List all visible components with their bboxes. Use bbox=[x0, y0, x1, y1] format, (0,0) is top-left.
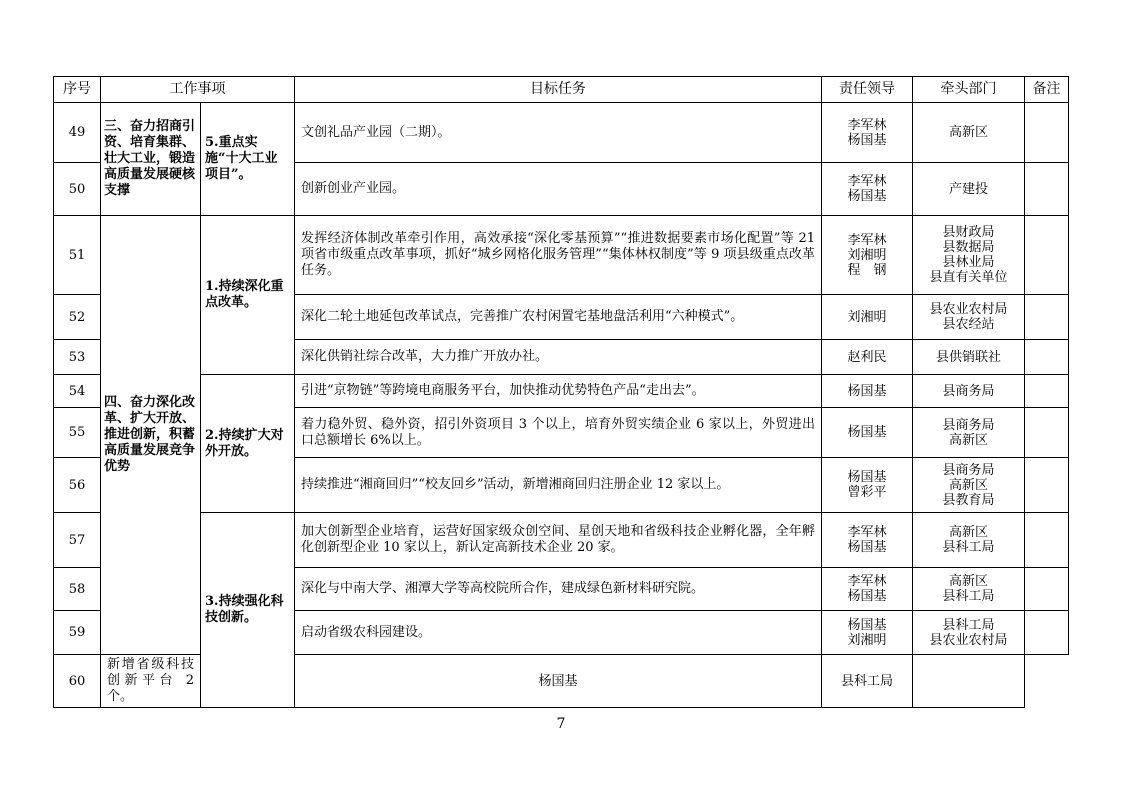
note-cell bbox=[1025, 216, 1069, 295]
dept-cell: 县商务局 高新区 县教育局 bbox=[913, 458, 1025, 513]
note-cell bbox=[1025, 408, 1069, 458]
row-number: 54 bbox=[54, 375, 101, 408]
header-work-item: 工作事项 bbox=[101, 77, 295, 103]
row-number: 51 bbox=[54, 216, 101, 295]
row-number: 58 bbox=[54, 568, 101, 611]
row-number: 50 bbox=[54, 163, 101, 216]
task-cell: 加大创新型企业培育，运营好国家级众创空间、星创天地和省级科技企业孵化器，全年孵化创新型企业 10 家以上，新认定高新技术企业 20 家。 bbox=[295, 513, 822, 568]
leader-cell: 李军林 杨国基 bbox=[822, 103, 913, 163]
leader-cell: 杨国基 bbox=[295, 655, 822, 708]
note-cell bbox=[1025, 103, 1069, 163]
table-row bbox=[54, 103, 1069, 163]
row-number: 55 bbox=[54, 408, 101, 458]
header-dept: 牵头部门 bbox=[913, 77, 1025, 103]
task-cell: 启动省级农科园建设。 bbox=[295, 611, 822, 655]
subitem-cell: 5.重点实施“十大工业项目”。 bbox=[201, 103, 295, 216]
dept-cell: 高新区 bbox=[913, 103, 1025, 163]
row-number: 57 bbox=[54, 513, 101, 568]
dept-cell: 高新区 县科工局 bbox=[913, 568, 1025, 611]
leader-cell: 李军林 杨国基 bbox=[822, 163, 913, 216]
leader-cell: 杨国基 刘湘明 bbox=[822, 611, 913, 655]
category-cell: 三、奋力招商引资、培育集群、壮大工业，锻造高质量发展硬核支撑 bbox=[101, 103, 201, 216]
dept-cell: 县供销联社 bbox=[913, 340, 1025, 375]
subitem-cell: 1.持续深化重点改革。 bbox=[201, 216, 295, 375]
header-note: 备注 bbox=[1025, 77, 1069, 103]
row-number: 53 bbox=[54, 340, 101, 375]
table-header-row bbox=[54, 77, 1069, 103]
task-cell: 新增省级科技创新平台 2 个。 bbox=[101, 655, 201, 708]
leader-cell: 杨国基 bbox=[822, 408, 913, 458]
row-number: 49 bbox=[54, 103, 101, 163]
leader-cell: 杨国基 曾彩平 bbox=[822, 458, 913, 513]
note-cell bbox=[1025, 458, 1069, 513]
note-cell bbox=[1025, 513, 1069, 568]
subitem-cell: 3.持续强化科技创新。 bbox=[201, 513, 295, 708]
row-number: 60 bbox=[54, 655, 101, 708]
work-table bbox=[53, 76, 1069, 708]
task-cell: 文创礼品产业园（二期）。 bbox=[295, 103, 822, 163]
note-cell bbox=[1025, 568, 1069, 611]
task-cell: 深化与中南大学、湘潭大学等高校院所合作，建成绿色新材料研究院。 bbox=[295, 568, 822, 611]
header-goal: 目标任务 bbox=[295, 77, 822, 103]
dept-cell: 县商务局 高新区 bbox=[913, 408, 1025, 458]
task-cell: 深化供销社综合改革，大力推广开放办社。 bbox=[295, 340, 822, 375]
dept-cell: 县商务局 bbox=[913, 375, 1025, 408]
table-row bbox=[54, 216, 1069, 295]
dept-cell: 县科工局 县农业农村局 bbox=[913, 611, 1025, 655]
work-table-page bbox=[53, 76, 1068, 708]
row-number: 52 bbox=[54, 295, 101, 340]
note-cell bbox=[1025, 340, 1069, 375]
leader-cell: 杨国基 bbox=[822, 375, 913, 408]
page-number: 7 bbox=[556, 716, 566, 732]
dept-cell: 产建投 bbox=[913, 163, 1025, 216]
note-cell bbox=[1025, 611, 1069, 655]
task-cell: 引进“京物链”等跨境电商服务平台，加快推动优势特色产品“走出去”。 bbox=[295, 375, 822, 408]
category-cell: 四、奋力深化改革、扩大开放、推进创新，积蓄高质量发展竞争优势 bbox=[101, 216, 201, 655]
leader-cell: 李军林 刘湘明 程 钢 bbox=[822, 216, 913, 295]
note-cell bbox=[1025, 375, 1069, 408]
dept-cell: 高新区 县科工局 bbox=[913, 513, 1025, 568]
leader-cell: 李军林 杨国基 bbox=[822, 513, 913, 568]
note-cell bbox=[1025, 163, 1069, 216]
task-cell: 着力稳外贸、稳外资，招引外资项目 3 个以上，培育外贸实绩企业 6 家以上，外贸进出口总额增长 6%以上。 bbox=[295, 408, 822, 458]
table-row bbox=[54, 375, 1069, 408]
dept-cell: 县农业农村局 县农经站 bbox=[913, 295, 1025, 340]
task-cell: 创新创业产业园。 bbox=[295, 163, 822, 216]
task-cell: 深化二轮土地延包改革试点，完善推广农村闲置宅基地盘活利用“六种模式”。 bbox=[295, 295, 822, 340]
dept-cell: 县财政局 县数据局 县林业局 县直有关单位 bbox=[913, 216, 1025, 295]
row-number: 59 bbox=[54, 611, 101, 655]
table-row bbox=[54, 513, 1069, 568]
header-leader: 责任领导 bbox=[822, 77, 913, 103]
subitem-cell: 2.持续扩大对外开放。 bbox=[201, 375, 295, 513]
row-number: 56 bbox=[54, 458, 101, 513]
leader-cell: 刘湘明 bbox=[822, 295, 913, 340]
dept-cell: 县科工局 bbox=[822, 655, 913, 708]
leader-cell: 李军林 杨国基 bbox=[822, 568, 913, 611]
task-cell: 持续推进“湘商回归”“校友回乡”活动，新增湘商回归注册企业 12 家以上。 bbox=[295, 458, 822, 513]
header-seq: 序号 bbox=[54, 77, 101, 103]
task-cell: 发挥经济体制改革牵引作用，高效承接“深化零基预算”“推进数据要素市场化配置”等 21 项省市级重点改革事项，抓好“城乡网格化服务管理”“集体林权制度”等 9 项县级重点改革任务。 bbox=[295, 216, 822, 295]
note-cell bbox=[1025, 295, 1069, 340]
leader-cell: 赵利民 bbox=[822, 340, 913, 375]
note-cell bbox=[913, 655, 1025, 708]
